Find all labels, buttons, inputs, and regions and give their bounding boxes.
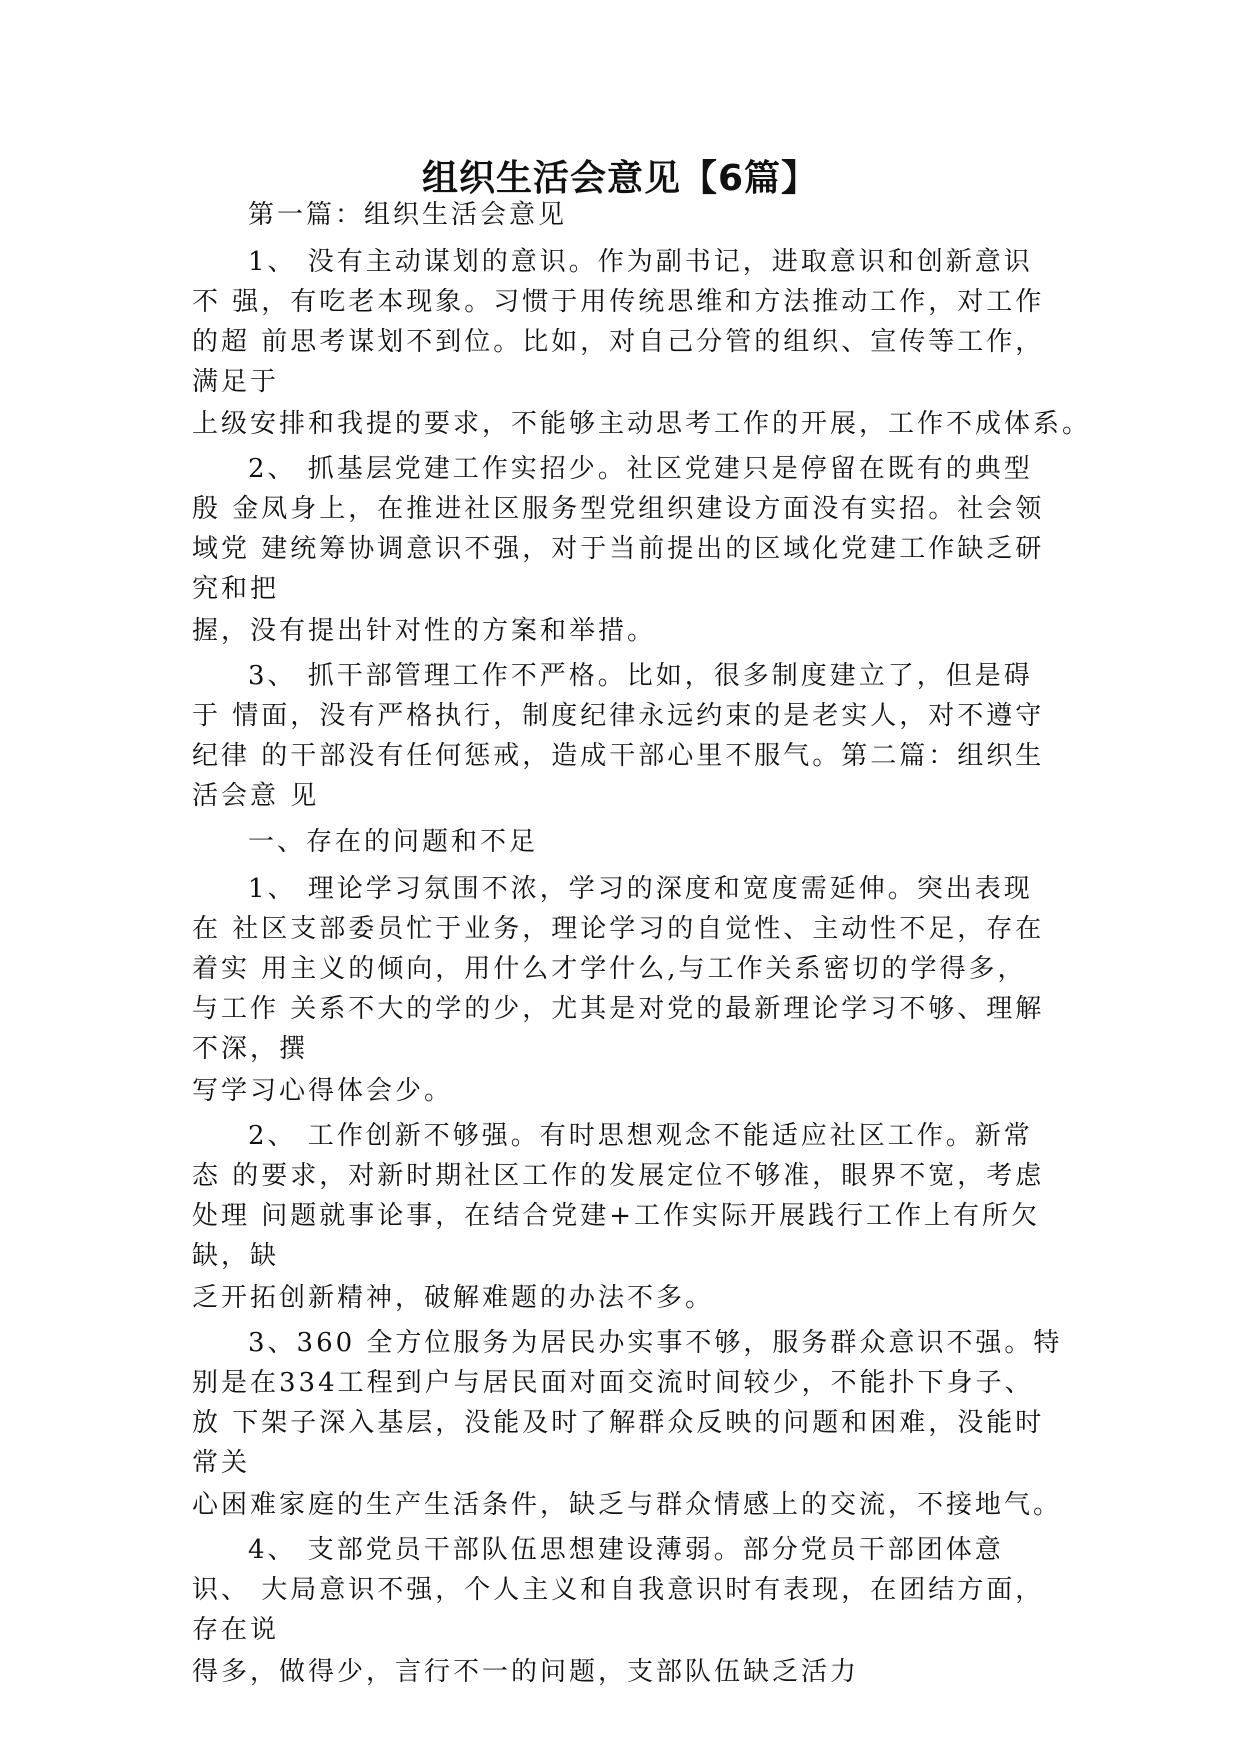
text-line: 4、 支部党员干部队伍思想建设薄弱。部分党员干部团体意: [248, 1535, 1004, 1565]
text-line: 写学习心得体会少。: [192, 1076, 454, 1106]
text-line: 缺，缺: [192, 1241, 280, 1271]
text-line: 与工作 关系不大的学的少，尤其是对党的最新理论学习不够、理解: [192, 994, 1045, 1024]
text-line: 态 的要求，对新时期社区工作的发展定位不够准，眼界不宽，考虑: [192, 1161, 1045, 1191]
text-line: 2、 抓基层党建工作实招少。社区党建只是停留在既有的典型: [248, 454, 1033, 484]
text-line: 究和把: [192, 574, 280, 604]
text-line: 在 社区支部委员忙于业务，理论学习的自觉性、主动性不足，存在: [192, 914, 1045, 944]
text-line: 握，没有提出针对性的方案和举措。: [192, 616, 657, 646]
text-line: 心困难家庭的生产生活条件，缺乏与群众情感上的交流，不接地气。: [192, 1490, 1063, 1520]
text-line: 域党 建统筹协调意识不强，对于当前提出的区域化党建工作缺乏研: [192, 534, 1045, 564]
text-line: 别是在334工程到户与居民面对面交流时间较少，不能扑下身子、: [192, 1368, 1034, 1398]
text-line: 3、 抓干部管理工作不严格。比如，很多制度建立了，但是碍: [248, 661, 1033, 691]
text-line: 于 情面，没有严格执行，制度纪律永远约束的是老实人，对不遵守: [192, 701, 1045, 731]
text-line: 一、存在的问题和不足: [248, 827, 539, 857]
document-title: 组织生活会意见【6篇】: [421, 158, 819, 199]
text-line: 存在说: [192, 1615, 280, 1645]
text-line: 满足于: [192, 367, 280, 397]
text-line: 处理 问题就事论事，在结合党建+工作实际开展践行工作上有所欠: [192, 1201, 1041, 1231]
text-line: 上级安排和我提的要求，不能够主动思考工作的开展，工作不成体系。: [192, 409, 1092, 439]
text-line: 3、360 全方位服务为居民办实事不够，服务群众意识不强。特: [248, 1328, 1063, 1358]
text-line: 1、 没有主动谋划的意识。作为副书记，进取意识和创新意识: [248, 247, 1033, 277]
text-line: 常关: [192, 1448, 251, 1478]
text-line: 活会意 见: [192, 781, 320, 811]
text-line: 第一篇：组织生活会意见: [248, 200, 568, 230]
text-line: 识、 大局意识不强，个人主义和自我意识时有表现，在团结方面，: [192, 1575, 1045, 1605]
text-line: 着实 用主义的倾向，用什么才学什么,与工作关系密切的学得多，: [192, 954, 1027, 984]
text-line: 不 强，有吃老本现象。习惯于用传统思维和方法推动工作，对工作: [192, 287, 1045, 317]
text-line: 乏开拓创新精神，破解难题的办法不多。: [192, 1283, 715, 1313]
text-line: 不深，撰: [192, 1034, 309, 1064]
text-line: 得多，做得少，言行不一的问题，支部队伍缺乏活力: [192, 1657, 860, 1687]
text-line: 殷 金凤身上，在推进社区服务型党组织建设方面没有实招。社会领: [192, 494, 1045, 524]
text-line: 1、 理论学习氛围不浓，学习的深度和宽度需延伸。突出表现: [248, 874, 1033, 904]
text-line: 2、 工作创新不够强。有时思想观念不能适应社区工作。新常: [248, 1121, 1033, 1151]
text-line: 的超 前思考谋划不到位。比如，对自己分管的组织、宣传等工作，: [192, 327, 1045, 357]
text-line: 纪律 的干部没有任何惩戒，造成干部心里不服气。第二篇：组织生: [192, 741, 1045, 771]
text-line: 放 下架子深入基层，没能及时了解群众反映的问题和困难，没能时: [192, 1408, 1045, 1438]
